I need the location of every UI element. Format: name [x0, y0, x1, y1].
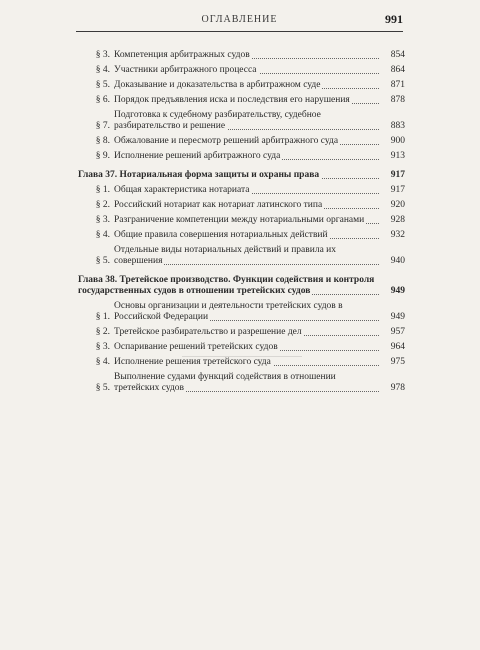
- table-of-contents: [78, 50, 405, 398]
- toc-section-number: § 5.: [95, 80, 110, 90]
- toc-page-number: 871: [390, 80, 405, 90]
- toc-section-number: § 3.: [95, 215, 110, 225]
- toc-section: [78, 200, 405, 211]
- toc-page-number: 864: [390, 65, 405, 75]
- toc-page-number: 883: [390, 121, 405, 131]
- toc-section: [78, 151, 405, 162]
- toc-section: [78, 357, 405, 368]
- toc-entry-title: Общая характеристика нотариата: [114, 185, 250, 195]
- toc-entry-title-wrap: [114, 215, 381, 226]
- toc-entry-title: Разграничение компетенции между нотариальными органами: [114, 215, 365, 225]
- toc-page-number: 913: [390, 151, 405, 161]
- toc-entry-title: Оспаривание решений третейских судов: [114, 342, 278, 352]
- toc-entry-title: Компетенция арбитражных судов: [114, 50, 250, 60]
- toc-entry-title: Подготовка к судебному разбирательству, судебное разбирательство и решение: [114, 110, 321, 131]
- toc-page-number: 975: [390, 357, 405, 367]
- toc-section: [78, 185, 405, 196]
- toc-entry-title-wrap: [78, 170, 381, 181]
- toc-chapter: [78, 275, 405, 297]
- toc-page-number: 949: [390, 312, 405, 322]
- toc-section: [78, 80, 405, 91]
- toc-section: [78, 230, 405, 241]
- toc-section-number: § 5.: [95, 256, 110, 266]
- toc-entry-title: Глава 38. Третейское производство. Функции содействия и контроля государственных судов в отношении третейских судов: [78, 275, 375, 296]
- toc-entry-title: Исполнение решений арбитражного суда: [114, 151, 281, 161]
- toc-section-number: § 3.: [95, 50, 110, 60]
- toc-page-number: 854: [390, 50, 405, 60]
- toc-section: [78, 327, 405, 338]
- toc-entry-title-wrap: [114, 65, 381, 76]
- toc-section-number: § 4.: [95, 357, 110, 367]
- toc-section: [78, 95, 405, 106]
- toc-section-number: § 1.: [95, 312, 110, 322]
- toc-entry-title-wrap: [114, 50, 381, 61]
- toc-page-number: 917: [390, 185, 405, 195]
- toc-section-number: § 2.: [95, 200, 110, 210]
- toc-section-number: § 1.: [95, 185, 110, 195]
- toc-entry-title: Общие правила совершения нотариальных действий: [114, 230, 328, 240]
- toc-section-number: § 2.: [95, 327, 110, 337]
- toc-entry-title: Российский нотариат как нотариат латинского типа: [114, 200, 323, 210]
- toc-entry-title: Обжалование и пересмотр решений арбитражного суда: [114, 136, 339, 146]
- toc-section-number: § 5.: [95, 383, 110, 393]
- toc-section-number: § 7.: [95, 121, 110, 131]
- toc-entry-title: Доказывание и доказательства в арбитражном суде: [114, 80, 321, 90]
- toc-entry-title: Участники арбитражного процесса: [114, 65, 257, 75]
- toc-section-number: § 3.: [95, 342, 110, 352]
- toc-entry-title-wrap: [114, 185, 381, 196]
- toc-section: [78, 215, 405, 226]
- header-page-number: 991: [385, 12, 403, 26]
- toc-entry-title-wrap: [114, 327, 381, 338]
- toc-section-number: § 4.: [95, 65, 110, 75]
- toc-entry-title-wrap: [114, 151, 381, 162]
- toc-page-number: 917: [390, 170, 405, 180]
- toc-entry-title-wrap: [114, 95, 381, 106]
- toc-entry-title: Исполнение решения третейского суда: [114, 357, 271, 367]
- toc-entry-title-wrap: [114, 301, 381, 323]
- toc-page-number: 964: [390, 342, 405, 352]
- toc-page-number: 957: [390, 327, 405, 337]
- toc-entry-title-wrap: [114, 80, 381, 91]
- toc-section: [78, 342, 405, 353]
- toc-page-number: 920: [390, 200, 405, 210]
- bleed-through-text: [150, 352, 335, 637]
- toc-entry-title-wrap: [114, 357, 381, 368]
- toc-section-number: § 4.: [95, 230, 110, 240]
- toc-section-number: § 8.: [95, 136, 110, 146]
- toc-section: [78, 110, 405, 132]
- toc-entry-title-wrap: [78, 275, 381, 297]
- toc-entry-title-wrap: [114, 230, 381, 241]
- toc-page-number: 940: [390, 256, 405, 266]
- toc-entry-title: Третейское разбирательство и разрешение дел: [114, 327, 302, 337]
- toc-entry-title: Глава 37. Нотариальная форма защиты и охраны права: [78, 170, 320, 180]
- toc-page-number: 932: [390, 230, 405, 240]
- toc-entry-title: Порядок предъявления иска и последствия его нарушения: [114, 95, 350, 105]
- toc-section: [78, 301, 405, 323]
- toc-entry-title-wrap: [114, 342, 381, 353]
- header-title: ОГЛАВЛЕНИЕ: [201, 14, 278, 25]
- toc-section: [78, 245, 405, 267]
- toc-entry-title-wrap: [114, 245, 381, 267]
- toc-entry-title: Выполнение судами функций содействия в отношении третейских судов: [114, 372, 336, 393]
- toc-chapter: [78, 170, 405, 181]
- toc-page-number: 949: [390, 286, 405, 296]
- toc-section: [78, 50, 405, 61]
- toc-section-number: § 9.: [95, 151, 110, 161]
- toc-entry-title-wrap: [114, 110, 381, 132]
- toc-entry-title-wrap: [114, 136, 381, 147]
- toc-section: [78, 65, 405, 76]
- toc-page-number: 978: [390, 383, 405, 393]
- toc-entry-title-wrap: [114, 200, 381, 211]
- toc-section-number: § 6.: [95, 95, 110, 105]
- toc-entry-title: Отдельные виды нотариальных действий и правила их совершения: [114, 245, 336, 266]
- toc-page-number: 928: [390, 215, 405, 225]
- running-header: [76, 11, 403, 32]
- toc-entry-title: Основы организации и деятельности третейских судов в Российской Федерации: [114, 301, 343, 322]
- toc-page-number: 878: [390, 95, 405, 105]
- toc-page-number: 900: [390, 136, 405, 146]
- toc-section: [78, 136, 405, 147]
